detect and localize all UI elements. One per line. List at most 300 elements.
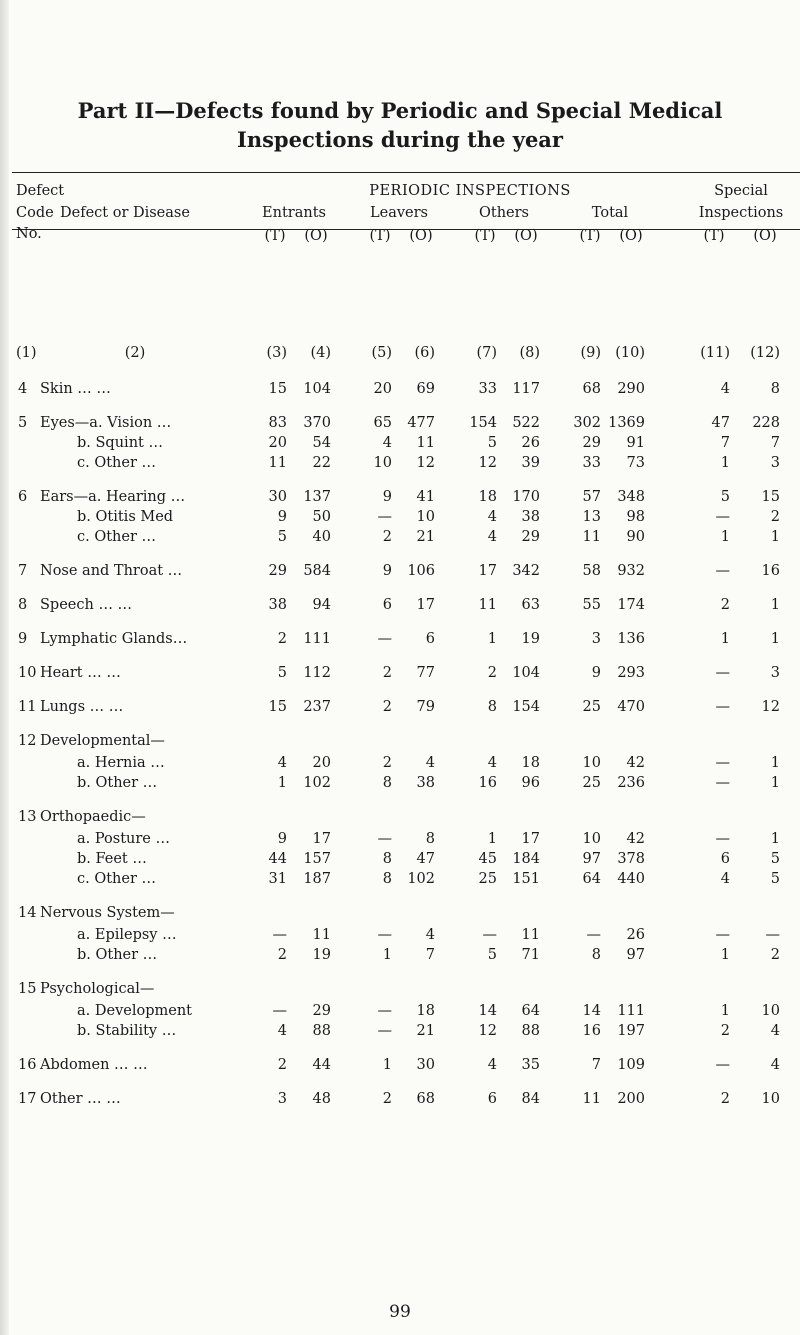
table-cell: 2 xyxy=(720,1091,730,1107)
header-group-leavers: Leavers xyxy=(370,205,428,221)
table-cell: 1 xyxy=(720,947,730,963)
subheader-t-3: (T) xyxy=(474,228,496,244)
table-cell: 88 xyxy=(312,1023,331,1039)
table-cell: 4 xyxy=(382,435,392,451)
defect-label: Abdomen … … xyxy=(40,1057,148,1073)
table-cell: 136 xyxy=(617,631,645,647)
table-cell: 20 xyxy=(312,755,331,771)
table-cell: 348 xyxy=(617,489,645,505)
table-cell: 4 xyxy=(720,381,730,397)
table-cell: 1 xyxy=(770,631,780,647)
table-cell: 33 xyxy=(582,455,601,471)
table-cell: 1 xyxy=(720,631,730,647)
table-cell: 18 xyxy=(478,489,497,505)
table-cell: 29 xyxy=(582,435,601,451)
table-cell: — xyxy=(715,509,730,525)
table-cell: 15 xyxy=(268,699,287,715)
table-cell: 48 xyxy=(312,1091,331,1107)
table-cell: 79 xyxy=(416,699,435,715)
table-cell: 68 xyxy=(416,1091,435,1107)
table-cell: 5 xyxy=(277,529,287,545)
table-cell: 45 xyxy=(478,851,497,867)
table-cell: 96 xyxy=(521,775,540,791)
table-cell: 2 xyxy=(770,509,780,525)
table-cell: 30 xyxy=(416,1057,435,1073)
table-cell: 17 xyxy=(416,597,435,613)
page-number: 99 xyxy=(389,1302,411,1322)
table-cell: 77 xyxy=(416,665,435,681)
table-cell: 11 xyxy=(416,435,435,451)
table-cell: 4 xyxy=(425,755,435,771)
table-cell: 40 xyxy=(312,529,331,545)
defect-label: c. Other … xyxy=(77,529,157,545)
defect-label: Lymphatic Glands… xyxy=(40,631,188,647)
table-cell: 29 xyxy=(521,529,540,545)
table-cell: — xyxy=(377,509,392,525)
table-cell: 20 xyxy=(373,381,392,397)
table-cell: 237 xyxy=(303,699,331,715)
table-cell: 71 xyxy=(521,947,540,963)
table-cell: 1 xyxy=(770,529,780,545)
table-cell: 5 xyxy=(487,435,497,451)
table-cell: 111 xyxy=(303,631,331,647)
table-cell: 932 xyxy=(617,563,645,579)
defect-code: 4 xyxy=(18,381,28,397)
header-group-others: Others xyxy=(478,205,530,221)
table-cell: 2 xyxy=(277,1057,287,1073)
table-cell: 3 xyxy=(770,455,780,471)
table-cell: 19 xyxy=(521,631,540,647)
defect-label: Heart … … xyxy=(40,665,121,681)
table-cell: 12 xyxy=(478,1023,497,1039)
table-cell: 157 xyxy=(303,851,331,867)
table-cell: 4 xyxy=(487,755,497,771)
table-cell: 174 xyxy=(617,597,645,613)
table-cell: 16 xyxy=(582,1023,601,1039)
defect-label: Developmental— xyxy=(40,733,165,749)
column-number-7: (7) xyxy=(476,345,497,361)
table-cell: 13 xyxy=(582,509,601,525)
table-cell: 2 xyxy=(382,665,392,681)
table-cell: 154 xyxy=(469,415,497,431)
table-cell: 104 xyxy=(512,665,540,681)
table-cell: 200 xyxy=(617,1091,645,1107)
table-cell: 41 xyxy=(416,489,435,505)
table-cell: 4 xyxy=(487,509,497,525)
subheader-o-3: (O) xyxy=(514,228,538,244)
defect-code: 9 xyxy=(18,631,28,647)
column-number-9: (9) xyxy=(580,345,601,361)
defect-label: b. Stability … xyxy=(77,1023,177,1039)
table-cell: 5 xyxy=(277,665,287,681)
table-cell: 31 xyxy=(268,871,287,887)
defect-code: 6 xyxy=(18,489,28,505)
subheader-o-2: (O) xyxy=(409,228,433,244)
table-cell: 9 xyxy=(382,563,392,579)
table-cell: 58 xyxy=(582,563,601,579)
defect-label: a. Development xyxy=(77,1003,192,1019)
table-cell: 4 xyxy=(770,1057,780,1073)
defect-label: Speech … … xyxy=(40,597,133,613)
table-cell: — xyxy=(586,927,601,943)
table-cell: 38 xyxy=(521,509,540,525)
table-cell: 19 xyxy=(312,947,331,963)
table-cell: 97 xyxy=(582,851,601,867)
table-cell: 1 xyxy=(487,631,497,647)
table-cell: 2 xyxy=(382,699,392,715)
table-cell: 25 xyxy=(582,775,601,791)
table-cell: 370 xyxy=(303,415,331,431)
table-cell: — xyxy=(715,755,730,771)
table-cell: 9 xyxy=(382,489,392,505)
header-defect-or-disease: Defect or Disease xyxy=(60,205,190,221)
table-cell: 38 xyxy=(416,775,435,791)
table-cell: 8 xyxy=(487,699,497,715)
table-cell: 4 xyxy=(720,871,730,887)
table-cell: 18 xyxy=(521,755,540,771)
table-cell: 44 xyxy=(268,851,287,867)
table-cell: 4 xyxy=(487,1057,497,1073)
table-cell: 7 xyxy=(425,947,435,963)
table-cell: 109 xyxy=(617,1057,645,1073)
table-cell: 111 xyxy=(617,1003,645,1019)
table-cell: 2 xyxy=(720,1023,730,1039)
table-cell: 8 xyxy=(382,851,392,867)
table-cell: 1 xyxy=(720,1003,730,1019)
table-cell: 2 xyxy=(382,529,392,545)
table-cell: 2 xyxy=(382,1091,392,1107)
table-cell: 170 xyxy=(512,489,540,505)
table-cell: — xyxy=(715,831,730,847)
table-cell: 14 xyxy=(478,1003,497,1019)
header-periodic-inspections: PERIODIC INSPECTIONS xyxy=(369,183,571,199)
table-cell: 1 xyxy=(720,529,730,545)
header-bottom-rule xyxy=(12,229,800,230)
table-cell: 50 xyxy=(312,509,331,525)
table-cell: 1 xyxy=(487,831,497,847)
defect-label: b. Squint … xyxy=(77,435,163,451)
table-cell: 6 xyxy=(487,1091,497,1107)
table-cell: 1 xyxy=(382,947,392,963)
table-cell: 10 xyxy=(582,831,601,847)
table-cell: 14 xyxy=(582,1003,601,1019)
table-cell: 293 xyxy=(617,665,645,681)
table-cell: 1 xyxy=(720,455,730,471)
table-cell: 15 xyxy=(268,381,287,397)
table-cell: — xyxy=(377,927,392,943)
table-cell: 68 xyxy=(582,381,601,397)
table-cell: 88 xyxy=(521,1023,540,1039)
table-cell: 1 xyxy=(382,1057,392,1073)
table-cell: 11 xyxy=(582,529,601,545)
column-number-3: (3) xyxy=(266,345,287,361)
table-cell: 22 xyxy=(312,455,331,471)
table-cell: 12 xyxy=(416,455,435,471)
table-cell: 4 xyxy=(770,1023,780,1039)
table-cell: — xyxy=(715,1057,730,1073)
subheader-o-1: (O) xyxy=(304,228,328,244)
header-code-line3: No. xyxy=(16,226,42,242)
defect-label: c. Other … xyxy=(77,455,157,471)
table-cell: 187 xyxy=(303,871,331,887)
table-cell: 25 xyxy=(582,699,601,715)
table-cell: 73 xyxy=(626,455,645,471)
table-cell: 35 xyxy=(521,1057,540,1073)
table-cell: 12 xyxy=(761,699,780,715)
table-cell: 11 xyxy=(268,455,287,471)
defect-label: a. Hernia … xyxy=(77,755,165,771)
table-cell: 16 xyxy=(761,563,780,579)
table-cell: 54 xyxy=(312,435,331,451)
defect-label: Psychological— xyxy=(40,981,155,997)
header-special-line2: Inspections xyxy=(698,205,784,221)
column-number-11: (11) xyxy=(700,345,730,361)
table-cell: 184 xyxy=(512,851,540,867)
defect-label: Orthopaedic— xyxy=(40,809,146,825)
table-cell: 11 xyxy=(521,927,540,943)
table-cell: 11 xyxy=(582,1091,601,1107)
table-cell: 4 xyxy=(487,529,497,545)
table-cell: 1 xyxy=(277,775,287,791)
table-cell: 470 xyxy=(617,699,645,715)
table-cell: — xyxy=(715,775,730,791)
subheader-o-4: (O) xyxy=(619,228,643,244)
column-number-10: (10) xyxy=(615,345,645,361)
table-cell: 64 xyxy=(582,871,601,887)
table-cell: 20 xyxy=(268,435,287,451)
table-cell: 10 xyxy=(761,1003,780,1019)
table-cell: — xyxy=(715,563,730,579)
table-cell: 55 xyxy=(582,597,601,613)
table-cell: 151 xyxy=(512,871,540,887)
header-group-entrants: Entrants xyxy=(262,205,326,221)
table-cell: 8 xyxy=(770,381,780,397)
table-cell: 2 xyxy=(770,947,780,963)
table-cell: — xyxy=(377,1003,392,1019)
table-cell: 102 xyxy=(303,775,331,791)
table-cell: 98 xyxy=(626,509,645,525)
column-number-12: (12) xyxy=(750,345,780,361)
table-cell: 1369 xyxy=(608,415,645,431)
table-cell: 10 xyxy=(416,509,435,525)
defect-code: 5 xyxy=(18,415,28,431)
table-cell: 2 xyxy=(382,755,392,771)
table-cell: 26 xyxy=(521,435,540,451)
subheader-t-1: (T) xyxy=(264,228,286,244)
table-cell: — xyxy=(715,665,730,681)
defect-code: 17 xyxy=(18,1091,37,1107)
table-cell: 236 xyxy=(617,775,645,791)
table-cell: 47 xyxy=(416,851,435,867)
table-cell: 290 xyxy=(617,381,645,397)
subheader-t-5: (T) xyxy=(703,228,725,244)
table-cell: 137 xyxy=(303,489,331,505)
column-number-8: (8) xyxy=(519,345,540,361)
table-cell: 440 xyxy=(617,871,645,887)
defect-label: Nose and Throat … xyxy=(40,563,183,579)
defect-code: 10 xyxy=(18,665,37,681)
defect-code: 12 xyxy=(18,733,37,749)
table-cell: 39 xyxy=(521,455,540,471)
table-cell: 3 xyxy=(770,665,780,681)
table-cell: 12 xyxy=(478,455,497,471)
defect-label: b. Other … xyxy=(77,947,158,963)
table-cell: 1 xyxy=(770,755,780,771)
table-cell: 65 xyxy=(373,415,392,431)
table-cell: 6 xyxy=(382,597,392,613)
table-cell: 64 xyxy=(521,1003,540,1019)
table-cell: 10 xyxy=(582,755,601,771)
header-top-rule xyxy=(12,172,800,173)
table-cell: 584 xyxy=(303,563,331,579)
header-code-line1: Defect xyxy=(16,183,65,199)
defect-label: Eyes—a. Vision … xyxy=(40,415,172,431)
table-cell: 25 xyxy=(478,871,497,887)
table-cell: 16 xyxy=(478,775,497,791)
table-cell: 4 xyxy=(425,927,435,943)
table-cell: 154 xyxy=(512,699,540,715)
table-cell: — xyxy=(715,927,730,943)
table-cell: 9 xyxy=(277,831,287,847)
defect-label: b. Other … xyxy=(77,775,158,791)
defect-code: 16 xyxy=(18,1057,37,1073)
table-cell: — xyxy=(377,631,392,647)
table-cell: 10 xyxy=(373,455,392,471)
table-cell: 197 xyxy=(617,1023,645,1039)
table-cell: 477 xyxy=(407,415,435,431)
table-cell: 29 xyxy=(312,1003,331,1019)
table-cell: 18 xyxy=(416,1003,435,1019)
defect-code: 14 xyxy=(18,905,37,921)
table-cell: 17 xyxy=(478,563,497,579)
defect-label: a. Posture … xyxy=(77,831,170,847)
table-cell: 522 xyxy=(512,415,540,431)
table-cell: 30 xyxy=(268,489,287,505)
table-cell: 94 xyxy=(312,597,331,613)
table-cell: 2 xyxy=(277,947,287,963)
table-cell: 84 xyxy=(521,1091,540,1107)
table-cell: 3 xyxy=(277,1091,287,1107)
table-cell: 7 xyxy=(591,1057,601,1073)
defect-label: Nervous System— xyxy=(40,905,175,921)
table-cell: 15 xyxy=(761,489,780,505)
defect-label: b. Otitis Med xyxy=(77,509,174,525)
table-cell: — xyxy=(272,1003,287,1019)
table-cell: 8 xyxy=(425,831,435,847)
table-cell: 9 xyxy=(277,509,287,525)
table-cell: 9 xyxy=(591,665,601,681)
table-cell: 26 xyxy=(626,927,645,943)
table-cell: 33 xyxy=(478,381,497,397)
page-binding-edge xyxy=(0,0,9,1335)
table-cell: 42 xyxy=(626,755,645,771)
table-cell: 38 xyxy=(268,597,287,613)
table-cell: — xyxy=(377,1023,392,1039)
table-cell: 6 xyxy=(720,851,730,867)
table-cell: 106 xyxy=(407,563,435,579)
table-cell: 8 xyxy=(382,871,392,887)
table-cell: 42 xyxy=(626,831,645,847)
table-cell: 5 xyxy=(487,947,497,963)
table-cell: 17 xyxy=(521,831,540,847)
column-number-4: (4) xyxy=(310,345,331,361)
table-cell: 302 xyxy=(573,415,601,431)
table-cell: 4 xyxy=(277,1023,287,1039)
table-cell: 90 xyxy=(626,529,645,545)
table-cell: 378 xyxy=(617,851,645,867)
table-cell: 8 xyxy=(382,775,392,791)
table-cell: — xyxy=(765,927,780,943)
defect-label: Lungs … … xyxy=(40,699,124,715)
defect-label: b. Feet … xyxy=(77,851,147,867)
subheader-o-5: (O) xyxy=(753,228,777,244)
table-cell: 17 xyxy=(312,831,331,847)
table-cell: 21 xyxy=(416,1023,435,1039)
table-cell: 2 xyxy=(277,631,287,647)
table-cell: 7 xyxy=(770,435,780,451)
table-cell: 342 xyxy=(512,563,540,579)
table-cell: 228 xyxy=(752,415,780,431)
table-cell: 11 xyxy=(478,597,497,613)
table-cell: 1 xyxy=(770,597,780,613)
page-title: Part II—Defects found by Periodic and Special Medical xyxy=(77,98,723,123)
table-cell: 1 xyxy=(770,831,780,847)
table-cell: 2 xyxy=(487,665,497,681)
header-code-line2: Code xyxy=(16,205,54,221)
header-group-total: Total xyxy=(591,205,629,221)
table-cell: 8 xyxy=(591,947,601,963)
defect-code: 15 xyxy=(18,981,37,997)
column-number-6: (6) xyxy=(414,345,435,361)
table-cell: 117 xyxy=(512,381,540,397)
table-cell: 5 xyxy=(770,871,780,887)
defect-label: a. Epilepsy … xyxy=(77,927,177,943)
column-number-1: (1) xyxy=(16,345,37,361)
table-cell: — xyxy=(482,927,497,943)
defect-code: 11 xyxy=(18,699,37,715)
table-cell: 2 xyxy=(720,597,730,613)
table-cell: 4 xyxy=(277,755,287,771)
table-cell: 6 xyxy=(425,631,435,647)
defect-label: Skin … … xyxy=(40,381,111,397)
subheader-t-4: (T) xyxy=(579,228,601,244)
table-cell: 5 xyxy=(720,489,730,505)
table-cell: 83 xyxy=(268,415,287,431)
page-subtitle: Inspections during the year xyxy=(237,127,563,152)
table-cell: 97 xyxy=(626,947,645,963)
table-cell: 69 xyxy=(416,381,435,397)
table-cell: 1 xyxy=(770,775,780,791)
table-cell: 63 xyxy=(521,597,540,613)
table-cell: 91 xyxy=(626,435,645,451)
table-cell: — xyxy=(272,927,287,943)
table-cell: 102 xyxy=(407,871,435,887)
table-cell: — xyxy=(715,699,730,715)
defect-code: 7 xyxy=(18,563,28,579)
table-cell: 104 xyxy=(303,381,331,397)
table-cell: 29 xyxy=(268,563,287,579)
column-number-5: (5) xyxy=(371,345,392,361)
defect-label: Other … … xyxy=(40,1091,121,1107)
table-cell: 112 xyxy=(303,665,331,681)
table-cell: 47 xyxy=(711,415,730,431)
column-number-2: (2) xyxy=(124,345,146,361)
table-cell: 11 xyxy=(312,927,331,943)
defect-label: c. Other … xyxy=(77,871,157,887)
defect-code: 13 xyxy=(18,809,37,825)
header-special-line1: Special xyxy=(714,183,768,199)
subheader-t-2: (T) xyxy=(369,228,391,244)
